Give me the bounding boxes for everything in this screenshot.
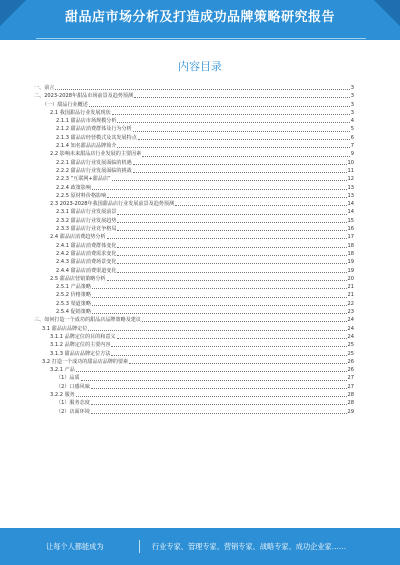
- toc-entry-title: 2.2.4 政策影响: [56, 184, 91, 191]
- toc-entry-page: 16: [347, 226, 354, 233]
- toc-entry[interactable]: [34, 366, 354, 374]
- toc-entry-title: （2）口感风味: [56, 383, 90, 390]
- toc-entry-title: 一、前言: [34, 85, 55, 91]
- footer-slogan-left: 让每个人都能成为: [46, 542, 104, 551]
- toc-entry[interactable]: [34, 267, 354, 275]
- toc-dot-leader: [91, 410, 347, 414]
- toc-dot-leader: [92, 294, 347, 298]
- toc-entry-title: 2.1.3 甜品店经营模式及其发展特点: [56, 134, 137, 141]
- toc-entry[interactable]: [34, 84, 354, 92]
- toc-entry-page: 23: [347, 309, 354, 316]
- toc-dot-leader: [117, 252, 346, 256]
- toc-entry-page: 13: [347, 192, 354, 199]
- toc-entry[interactable]: [34, 109, 354, 117]
- toc-entry-page: 19: [347, 267, 354, 274]
- toc-entry-title: 2.3.2 甜品店行业发展趋势: [56, 217, 117, 224]
- toc-entry-title: 三、如何打造一个成功的甜品店品牌策略及建议: [34, 317, 141, 324]
- toc-dot-leader: [112, 111, 350, 115]
- toc-entry[interactable]: [34, 208, 354, 216]
- toc-entry-title: 3.2 打造一个成功的甜品店品牌的要素: [42, 358, 129, 365]
- toc-entry-page: 7: [350, 143, 354, 150]
- toc-entry-title: 2.5.1 产品策略: [56, 284, 91, 291]
- toc-entry[interactable]: [34, 225, 354, 233]
- toc-entry-page: 3: [350, 85, 354, 91]
- table-of-contents: [34, 84, 354, 416]
- toc-entry-page: 14: [347, 209, 354, 216]
- toc-dot-leader: [117, 211, 346, 215]
- toc-dot-leader: [88, 327, 346, 331]
- toc-dot-leader: [89, 103, 350, 107]
- toc-entry-title: 2.2.2 甜品店行业发展面临的挑战: [56, 167, 132, 174]
- toc-entry-title: 2.3.3 甜品店行业竞争格局: [56, 226, 117, 233]
- toc-entry-title: 2.2.3 “互联网+甜品店”: [56, 176, 111, 183]
- toc-dot-leader: [92, 285, 347, 289]
- toc-entry[interactable]: [34, 117, 354, 125]
- toc-dot-leader: [111, 352, 346, 356]
- toc-entry-title: 2.1.4 知名甜品店品牌简介: [56, 143, 117, 150]
- toc-dot-leader: [175, 202, 346, 206]
- toc-entry-page: 26: [347, 367, 354, 374]
- toc-dot-leader: [76, 393, 347, 397]
- toc-entry[interactable]: [34, 300, 354, 308]
- toc-entry-page: 24: [347, 317, 354, 324]
- toc-entry[interactable]: [34, 184, 354, 192]
- toc-entry-page: 3: [350, 101, 354, 108]
- toc-dot-leader: [76, 368, 347, 372]
- toc-heading: 内容目录: [178, 60, 222, 73]
- toc-entry-page: 17: [347, 234, 354, 241]
- toc-entry[interactable]: [34, 316, 354, 324]
- toc-entry-page: 20: [347, 275, 354, 282]
- toc-entry-page: 27: [347, 375, 354, 382]
- toc-entry[interactable]: [34, 150, 354, 158]
- header-divider: [36, 38, 366, 39]
- toc-entry[interactable]: [34, 333, 354, 341]
- page-header: [0, 0, 400, 40]
- toc-dot-leader: [92, 186, 347, 190]
- toc-entry-title: （一）甜品行业概述: [42, 101, 88, 108]
- toc-entry-title: 2.1.2 甜品店消费群体及行为分析: [56, 126, 132, 133]
- toc-entry-title: 二、2023-2028年甜品市场前景及趋势预测: [34, 93, 134, 100]
- toc-entry-title: （1）服务态度: [56, 400, 90, 407]
- toc-entry[interactable]: [34, 350, 354, 358]
- toc-entry-page: 19: [347, 259, 354, 266]
- toc-dot-leader: [91, 401, 347, 405]
- toc-dot-leader: [129, 360, 346, 364]
- toc-dot-leader: [91, 385, 347, 389]
- toc-entry[interactable]: [34, 291, 354, 299]
- toc-entry-page: 27: [347, 383, 354, 390]
- toc-entry[interactable]: [34, 142, 354, 150]
- toc-dot-leader: [117, 335, 347, 339]
- toc-entry-page: 18: [347, 250, 354, 257]
- toc-entry-page: 18: [347, 242, 354, 249]
- page-footer: [0, 528, 400, 565]
- toc-entry-title: 2.3.1 甜品店行业发展前景: [56, 209, 117, 216]
- toc-entry-page: 11: [347, 167, 354, 174]
- toc-entry-title: 2.4.1 甜品店消费群体变化: [56, 242, 117, 249]
- toc-entry-title: 3.2.2 服务: [50, 391, 75, 398]
- toc-entry-title: 2.2 影响未来甜品店行业发展的主要因素: [50, 151, 142, 158]
- toc-entry[interactable]: [34, 383, 354, 391]
- toc-entry[interactable]: [34, 374, 354, 382]
- toc-entry-title: 2.5.3 渠道策略: [56, 300, 91, 307]
- toc-dot-leader: [133, 128, 350, 132]
- toc-dot-leader: [133, 169, 347, 173]
- toc-dot-leader: [111, 343, 346, 347]
- toc-dot-leader: [134, 94, 350, 98]
- toc-entry-title: 3.1.3 甜品店品牌定位方法: [50, 350, 111, 357]
- report-title: 甜品店市场分析及打造成功品牌策略研究报告: [64, 10, 335, 25]
- toc-dot-leader: [117, 269, 346, 273]
- toc-entry-page: 25: [347, 350, 354, 357]
- toc-entry-page: 25: [347, 342, 354, 349]
- toc-entry-title: 3.1.2 品牌定位的主要内容: [50, 342, 111, 349]
- toc-dot-leader: [142, 318, 347, 322]
- toc-dot-leader: [117, 227, 346, 231]
- toc-entry[interactable]: [34, 283, 354, 291]
- toc-entry[interactable]: [34, 399, 354, 407]
- toc-entry-page: 24: [347, 333, 354, 340]
- toc-entry[interactable]: [34, 134, 354, 142]
- toc-entry-page: 21: [347, 292, 354, 299]
- toc-entry-title: （2）店面环境: [56, 408, 90, 415]
- toc-entry-page: 26: [347, 358, 354, 365]
- toc-entry-title: 2.4 甜品店消费趋势分析: [50, 234, 106, 241]
- toc-entry[interactable]: [34, 192, 354, 200]
- toc-entry-title: 2.5.4 促销策略: [56, 309, 91, 316]
- toc-entry-title: 2.4.4 甜品店消费渠道变化: [56, 267, 117, 274]
- toc-dot-leader: [138, 136, 350, 140]
- toc-entry-title: 2.2.1 甜品店行业发展面临的机遇: [56, 159, 132, 166]
- toc-dot-leader: [81, 377, 347, 381]
- toc-dot-leader: [117, 119, 349, 123]
- toc-dot-leader: [107, 194, 346, 198]
- toc-entry-page: 5: [350, 126, 354, 133]
- toc-entry-page: 24: [347, 325, 354, 332]
- toc-entry-page: 3: [350, 109, 354, 116]
- toc-entry-title: 3.1.1 品牌定位的目的和意义: [50, 333, 116, 340]
- toc-entry[interactable]: [34, 325, 354, 333]
- toc-entry[interactable]: [34, 125, 354, 133]
- toc-entry-page: 6: [350, 134, 354, 141]
- toc-entry-title: 3.1 甜品店品牌定位: [42, 325, 88, 332]
- toc-entry[interactable]: [34, 250, 354, 258]
- toc-entry[interactable]: [34, 341, 354, 349]
- toc-entry-page: 28: [347, 400, 354, 407]
- toc-entry-page: 13: [347, 184, 354, 191]
- toc-dot-leader: [117, 260, 346, 264]
- toc-dot-leader: [112, 177, 347, 181]
- toc-entry[interactable]: [34, 242, 354, 250]
- toc-entry-page: 3: [350, 93, 354, 100]
- toc-dot-leader: [133, 161, 347, 165]
- toc-dot-leader: [92, 310, 347, 314]
- toc-entry-page: 29: [347, 408, 354, 415]
- toc-entry-page: 10: [347, 159, 354, 166]
- toc-entry-page: 28: [347, 391, 354, 398]
- toc-entry-page: 15: [347, 217, 354, 224]
- toc-entry-title: 2.1.1 甜品店市场规模分析: [56, 118, 117, 125]
- toc-entry-title: 2.4.2 甜品店消费需求变化: [56, 250, 117, 257]
- toc-entry-title: 2.5 甜品店营销策略分析: [50, 275, 106, 282]
- toc-entry-page: 9: [350, 151, 354, 158]
- toc-entry[interactable]: [34, 167, 354, 175]
- toc-entry[interactable]: [34, 159, 354, 167]
- toc-entry-title: 2.3 2023-2028年我国甜品店行业发展前景及趋势预测: [50, 201, 175, 208]
- toc-entry[interactable]: [34, 175, 354, 183]
- toc-entry-title: 2.5.2 价格策略: [56, 292, 91, 299]
- toc-entry-page: 21: [347, 284, 354, 291]
- toc-entry[interactable]: [34, 258, 354, 266]
- toc-dot-leader: [92, 302, 347, 306]
- toc-entry[interactable]: [34, 101, 354, 109]
- toc-entry-title: 2.1 我国甜品行业发展现状: [50, 109, 111, 116]
- toc-entry[interactable]: [34, 92, 354, 100]
- toc-entry-page: 14: [347, 201, 354, 208]
- toc-dot-leader: [117, 219, 346, 223]
- toc-dot-leader: [142, 153, 350, 157]
- toc-entry-page: 22: [347, 300, 354, 307]
- toc-entry[interactable]: [34, 408, 354, 416]
- toc-entry-title: 2.2.5 原材料价格影响: [56, 192, 107, 199]
- toc-entry-page: 12: [347, 176, 354, 183]
- footer-separator: [139, 540, 140, 553]
- toc-dot-leader: [55, 86, 349, 90]
- toc-dot-leader: [107, 277, 347, 281]
- toc-dot-leader: [117, 244, 346, 248]
- toc-entry-title: 2.4.3 甜品店消费场景变化: [56, 259, 117, 266]
- toc-entry-page: 4: [350, 118, 354, 125]
- toc-dot-leader: [117, 144, 349, 148]
- toc-entry[interactable]: [34, 233, 354, 241]
- toc-entry-title: 3.2.1 产品: [50, 367, 75, 374]
- toc-entry[interactable]: [34, 358, 354, 366]
- toc-entry[interactable]: [34, 200, 354, 208]
- toc-entry[interactable]: [34, 217, 354, 225]
- toc-entry[interactable]: [34, 391, 354, 399]
- toc-entry[interactable]: [34, 275, 354, 283]
- footer-slogan-right: 行业专家、管理专家、营销专家、战略专家、成功企业家……: [152, 542, 347, 551]
- toc-entry[interactable]: [34, 308, 354, 316]
- toc-entry-title: （1）品质: [56, 375, 80, 382]
- toc-dot-leader: [107, 235, 347, 239]
